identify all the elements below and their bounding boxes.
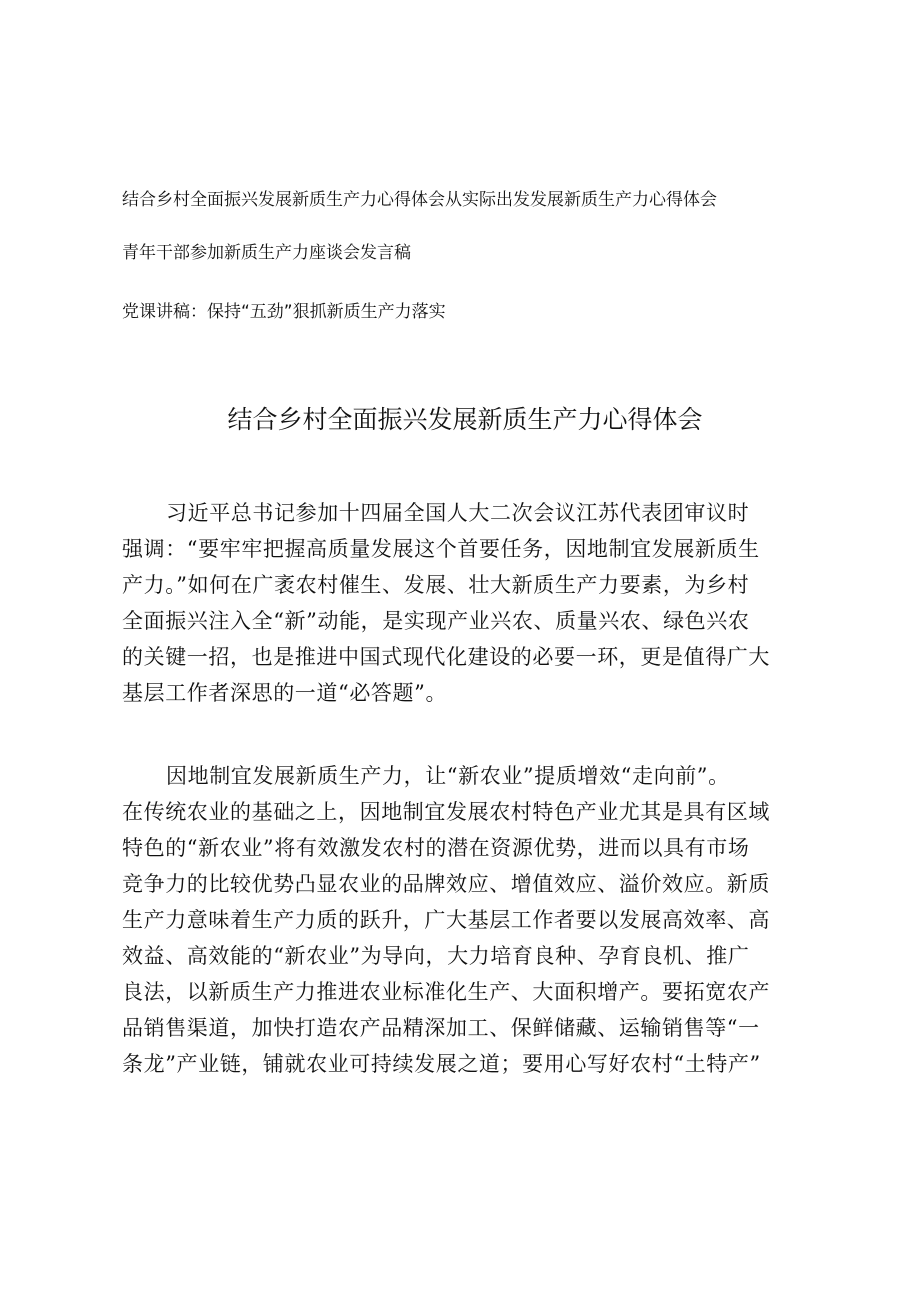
paragraph-line: 强调：“要牢牢把握高质量发展这个首要任务，因地制宜发展新质生 xyxy=(122,537,760,561)
paragraph-line: 产力。”如何在广袤农村催生、发展、壮大新质生产力要素，为乡村 xyxy=(122,573,750,597)
paragraph-line: 全面振兴注入全“新”动能，是实现产业兴农、质量兴农、绿色兴农 xyxy=(122,609,750,633)
paragraph-line: 竞争力的比较优势凸显农业的品牌效应、增值效应、溢价效应。新质 xyxy=(122,872,770,896)
article-title: 结合乡村全面振兴发展新质生产力心得体会 xyxy=(227,405,703,434)
paragraph-line: 的关键一招，也是推进中国式现代化建设的必要一环，更是值得广大 xyxy=(122,645,770,669)
paragraph-line: 良法，以新质生产力推进农业标准化生产、大面积增产。要拓宽农产 xyxy=(122,980,770,1004)
paragraph-line: 习近平总书记参加十四届全国人大二次会议江苏代表团审议时 xyxy=(166,501,750,525)
paragraph-line: 效益、高效能的“新农业”为导向，大力培育良种、孕育良机、推广 xyxy=(122,944,750,968)
toc-item-3: 党课讲稿：保持“五劲”狠抓新质生产力落实 xyxy=(122,302,446,322)
paragraph-line: 条龙”产业链，铺就农业可持续发展之道；要用心写好农村“土特产” xyxy=(122,1052,761,1076)
paragraph-line: 因地制宜发展新质生产力，让“新农业”提质增效“走向前”。 xyxy=(166,764,730,788)
toc-item-1: 结合乡村全面振兴发展新质生产力心得体会从实际出发发展新质生产力心得体会 xyxy=(122,190,717,210)
paragraph-line: 特色的“新农业”将有效激发农村的潜在资源优势，进而以具有市场 xyxy=(122,836,750,860)
paragraph-line: 在传统农业的基础之上，因地制宜发展农村特色产业尤其是具有区域 xyxy=(122,800,770,824)
paragraph-2 xyxy=(122,758,812,1082)
paragraph-line: 品销售渠道，加快打造农产品精深加工、保鲜储藏、运输销售等“一 xyxy=(122,1016,760,1040)
paragraph-line: 基层工作者深思的一道“必答题”。 xyxy=(122,681,448,705)
toc-item-2: 青年干部参加新质生产力座谈会发言稿 xyxy=(122,243,411,263)
paragraph-1 xyxy=(122,495,812,711)
paragraph-line: 生产力意味着生产力质的跃升，广大基层工作者要以发展高效率、高 xyxy=(122,908,770,932)
